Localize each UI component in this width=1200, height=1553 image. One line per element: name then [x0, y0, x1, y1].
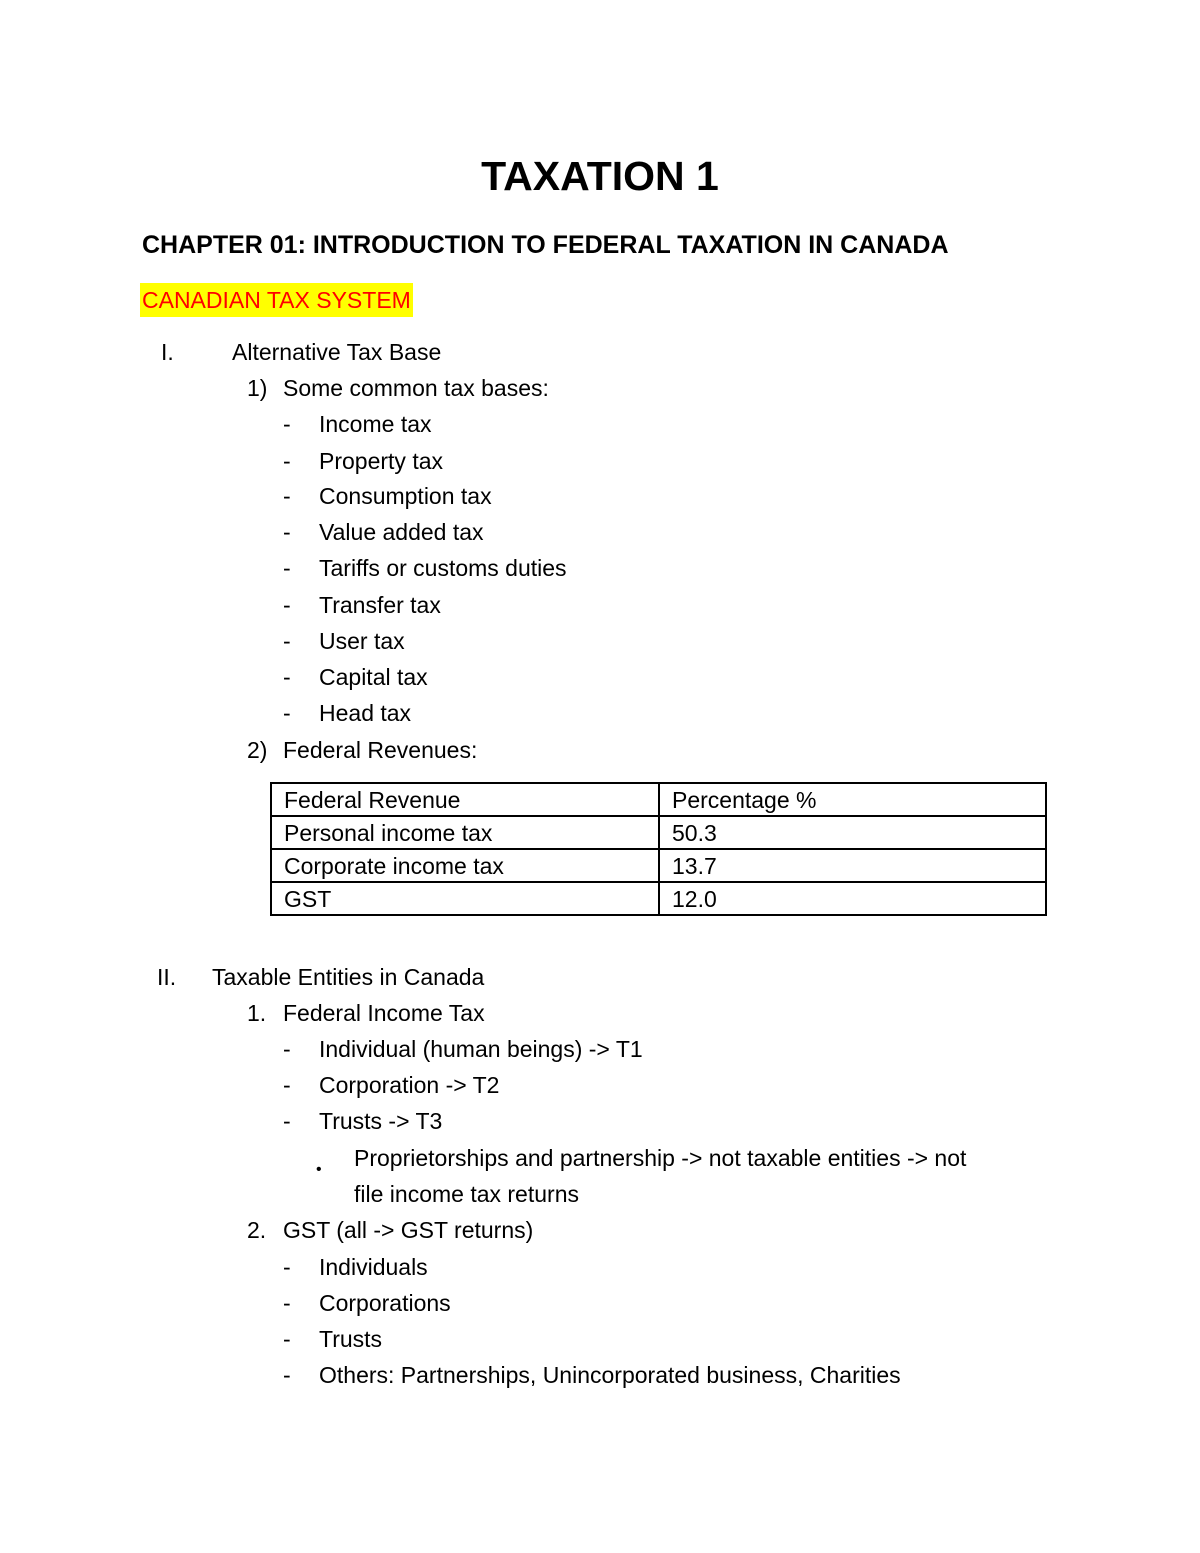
- federal-revenue-table: [270, 782, 1047, 916]
- table-header-row: [271, 783, 1046, 816]
- table-cell: Personal income tax: [271, 816, 659, 849]
- list-item: - Capital tax: [283, 664, 428, 690]
- section-heading-highlighted: CANADIAN TAX SYSTEM: [140, 283, 413, 317]
- part-2-heading: [157, 963, 484, 991]
- list-item: - Corporation -> T2: [283, 1072, 500, 1098]
- list-item: - Property tax: [283, 448, 443, 474]
- subheading-text: Some common tax bases:: [283, 375, 549, 401]
- table-row: [271, 849, 1046, 882]
- list-item: - Transfer tax: [283, 592, 441, 618]
- roman-numeral: II.: [157, 964, 177, 990]
- list-item: - User tax: [283, 628, 405, 654]
- part-2-heading-text: Taxable Entities in Canada: [212, 964, 485, 990]
- bullet-icon: •: [316, 1161, 322, 1178]
- list-number: 1): [247, 375, 268, 401]
- list-item: - Value added tax: [283, 519, 484, 545]
- list-item: - Consumption tax: [283, 483, 492, 509]
- bullet-item-line-1: Proprietorships and partnership -> not taxable entities -> not: [354, 1145, 967, 1171]
- table-cell: GST: [271, 882, 659, 915]
- table-row: [271, 882, 1046, 915]
- table-cell: 13.7: [659, 849, 1046, 882]
- part-1-heading: [161, 338, 441, 366]
- list-item: - Income tax: [283, 411, 432, 437]
- subheading-text: Federal Revenues:: [283, 737, 478, 763]
- list-item: - Individual (human beings) -> T1: [283, 1036, 643, 1062]
- list-item: - Head tax: [283, 700, 412, 726]
- table-cell: 50.3: [659, 816, 1046, 849]
- list-item: - Others: Partnerships, Unincorporated business, Charities: [283, 1362, 901, 1388]
- list-number: 1.: [247, 1000, 267, 1026]
- bullet-item-line-2: file income tax returns: [354, 1181, 579, 1207]
- table-row: [271, 816, 1046, 849]
- list-number: 2.: [247, 1217, 267, 1243]
- part-1-heading-text: Alternative Tax Base: [232, 339, 442, 365]
- list-item: - Trusts -> T3: [283, 1108, 443, 1134]
- part-1-subheading-2: [247, 736, 477, 764]
- list-number: 2): [247, 737, 268, 763]
- document-title: TAXATION 1: [481, 153, 719, 199]
- list-item: - Individuals: [283, 1254, 428, 1280]
- list-item: - Tariffs or customs duties: [283, 555, 567, 581]
- table-header-cell: Federal Revenue: [271, 783, 659, 816]
- part-1-subheading-1: [247, 374, 549, 402]
- table-cell: 12.0: [659, 882, 1046, 915]
- part-2-subheading-2: [247, 1216, 533, 1244]
- part-2-subheading-1: [247, 999, 485, 1027]
- chapter-heading: CHAPTER 01: INTRODUCTION TO FEDERAL TAXATION IN CANADA: [142, 231, 949, 259]
- list-item: - Corporations: [283, 1290, 451, 1316]
- list-item: - Trusts: [283, 1326, 383, 1352]
- table-header-cell: Percentage %: [659, 783, 1046, 816]
- table-cell: Corporate income tax: [271, 849, 659, 882]
- subheading-text: Federal Income Tax: [283, 1000, 485, 1026]
- roman-numeral: I.: [161, 339, 174, 365]
- subheading-text: GST (all -> GST returns): [283, 1217, 534, 1243]
